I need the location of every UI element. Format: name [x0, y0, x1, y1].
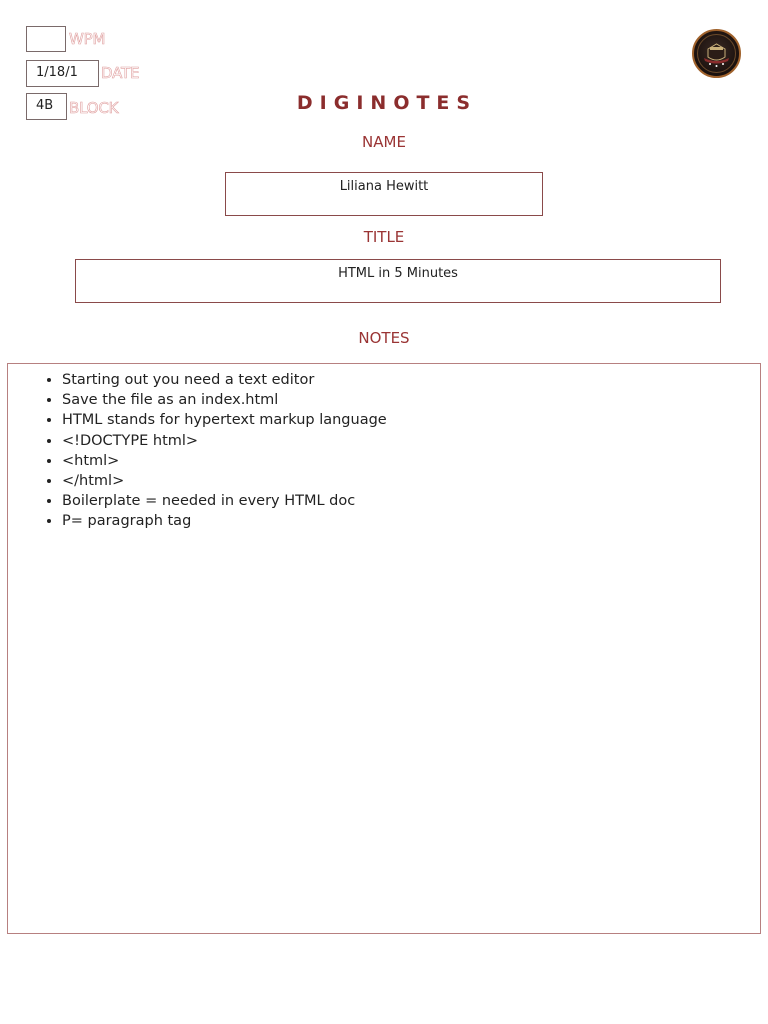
wpm-label: WPM — [69, 30, 106, 48]
list-item: • Save the file as an index.html — [62, 390, 760, 410]
list-item: • </html> — [62, 471, 760, 491]
list-item: • <html> — [62, 451, 760, 471]
list-item: • HTML stands for hypertext markup language — [62, 410, 760, 430]
school-crest-icon — [692, 29, 741, 78]
title-field[interactable]: HTML in 5 Minutes — [75, 259, 721, 303]
block-label: BLOCK — [69, 99, 119, 117]
wpm-field[interactable] — [26, 26, 66, 52]
notes-textarea[interactable] — [7, 363, 761, 934]
notes-list — [8, 364, 760, 532]
list-item: • <!DOCTYPE html> — [62, 431, 760, 451]
date-field[interactable]: 1/18/1 — [26, 60, 99, 87]
list-item: • Starting out you need a text editor — [62, 370, 760, 390]
title-label: TITLE — [363, 228, 405, 246]
date-label: DATE — [101, 64, 140, 82]
list-item: • Boilerplate = needed in every HTML doc — [62, 491, 760, 511]
name-field[interactable]: Liliana Hewitt — [225, 172, 543, 216]
app-title: DIGINOTES — [296, 92, 478, 114]
notes-label: NOTES — [358, 329, 410, 347]
list-item: • P= paragraph tag — [62, 511, 760, 531]
name-label: NAME — [362, 133, 406, 151]
block-field[interactable]: 4B — [26, 93, 67, 120]
